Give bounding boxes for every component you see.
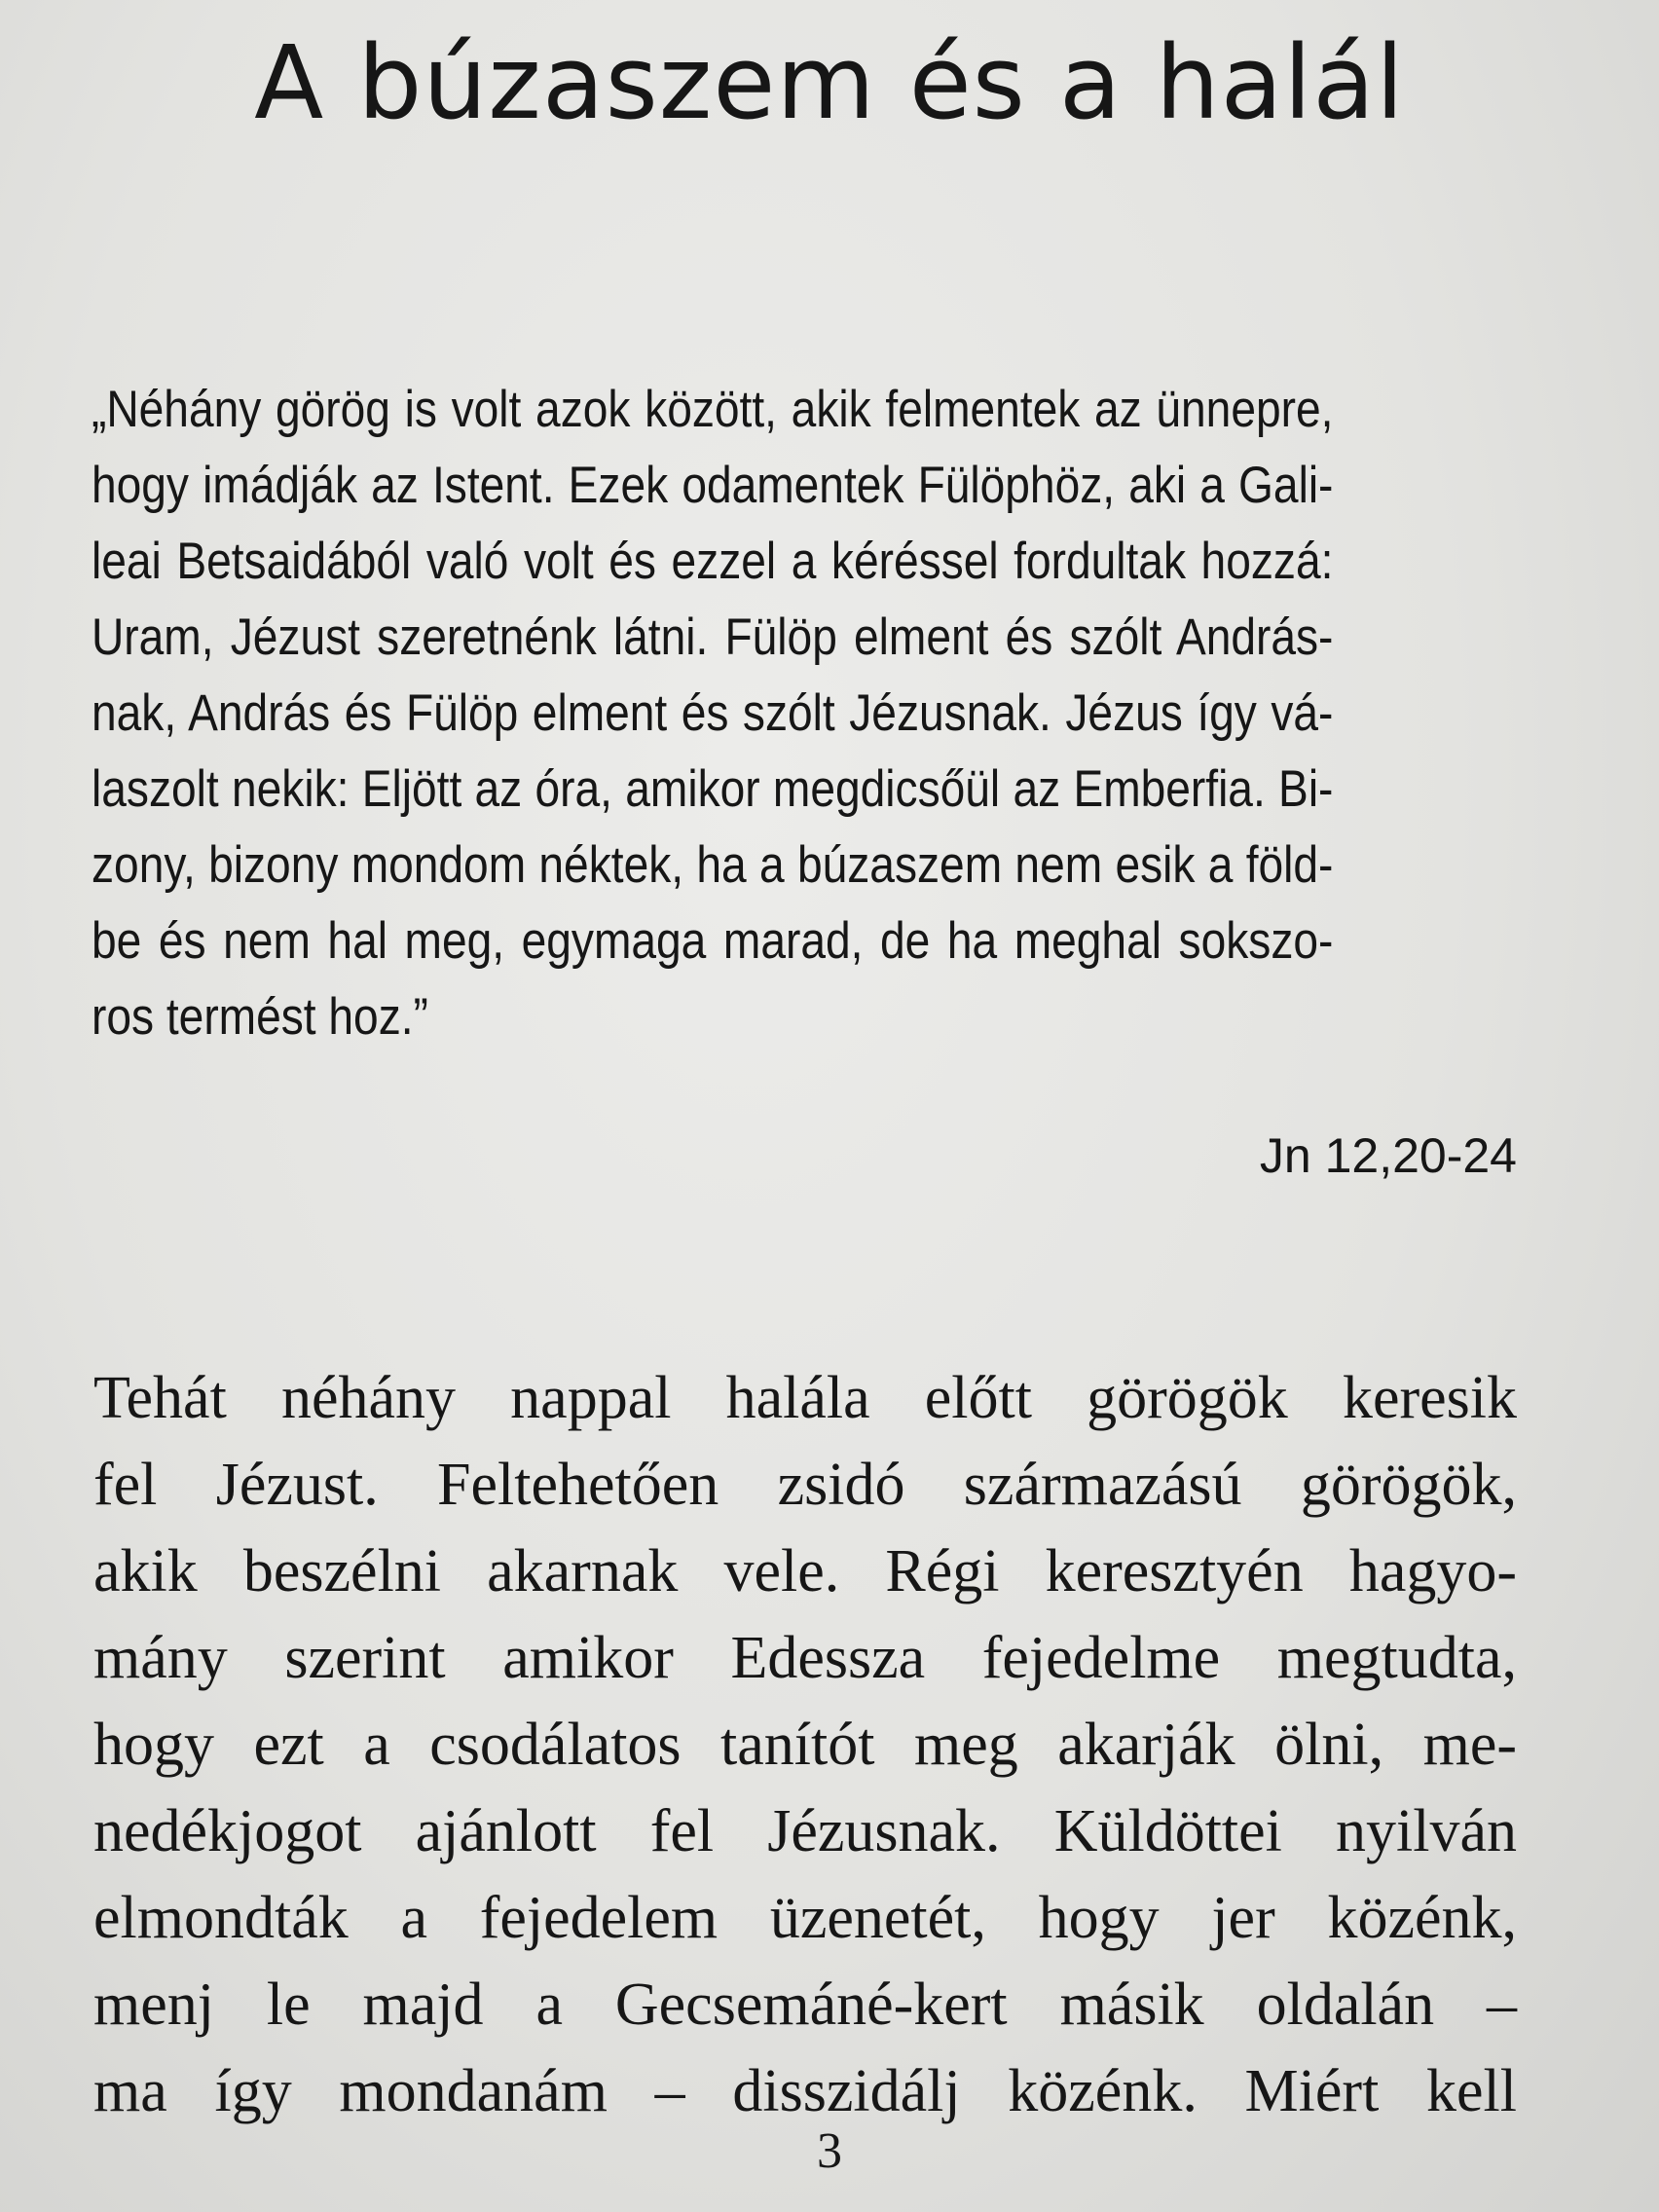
paragraph-line: fel Jézust. Feltehetően zsidó származású görögök, xyxy=(93,1452,1517,1518)
paragraph-line: Tehát néhány nappal halála előtt görögök keresik xyxy=(93,1365,1517,1431)
quote-line: „Néhány görög is volt azok között, akik felmentek az ünnepre, xyxy=(92,381,1334,438)
chapter-title: A búzaszem és a halál xyxy=(254,23,1405,142)
paragraph-line: elmondták a fejedelem üzenetét, hogy jer közénk, xyxy=(93,1885,1517,1951)
quote-line: nak, András és Fülöp elment és szólt Jézusnak. Jézus így vá- xyxy=(92,684,1334,742)
paragraph-line: menj le majd a Gecsemáné-kert másik oldalán – xyxy=(93,1972,1517,2038)
paragraph-line: ma így mondanám – disszidálj közénk. Miért kell xyxy=(93,2058,1517,2124)
quote-line: laszolt nekik: Eljött az óra, amikor megdicsőül az Emberfia. Bi- xyxy=(92,760,1334,818)
quote-line: be és nem hal meg, egymaga marad, de ha meghal sokszo- xyxy=(92,912,1334,970)
quote-line: ros termést hoz.” xyxy=(92,988,428,1046)
quote-line: leai Betsaidából való volt és ezzel a kéréssel fordultak hozzá: xyxy=(92,533,1334,590)
quote-line: zony, bizony mondom néktek, ha a búzaszem nem esik a föld- xyxy=(92,836,1334,894)
paragraph-line: nedékjogot ajánlott fel Jézusnak. Küldöttei nyilván xyxy=(93,1798,1517,1864)
quote-citation: Jn 12,20-24 xyxy=(1259,1128,1517,1183)
quote-line: Uram, Jézust szeretnénk látni. Fülöp elment és szólt András- xyxy=(92,608,1334,666)
paragraph-line: hogy ezt a csodálatos tanítót meg akarják ölni, me- xyxy=(93,1712,1517,1778)
quote-line: hogy imádják az Istent. Ezek odamentek Fülöphöz, aki a Gali- xyxy=(92,457,1334,514)
bible-quote xyxy=(92,372,1333,1055)
paragraph-line: akik beszélni akarnak vele. Régi keresztyén hagyo- xyxy=(93,1538,1517,1604)
paragraph-line: mány szerint amikor Edessza fejedelme megtudta, xyxy=(93,1625,1517,1691)
body-paragraph xyxy=(93,1355,1517,2135)
page-number: 3 xyxy=(817,2123,842,2179)
